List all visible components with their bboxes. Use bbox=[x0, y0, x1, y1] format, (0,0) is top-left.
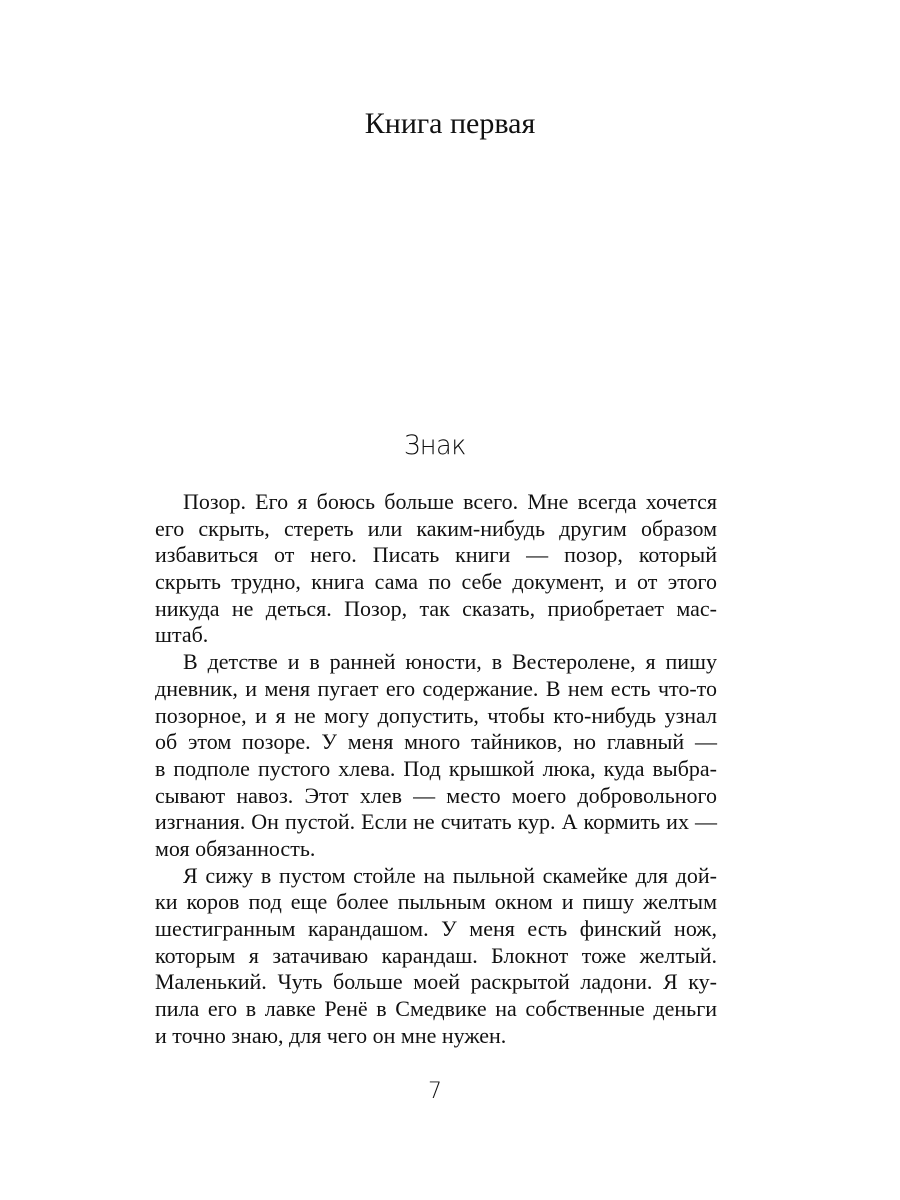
text-line: дневник, и меня пугает его содержание. В нем есть что-то bbox=[155, 675, 717, 701]
body-text bbox=[155, 489, 717, 1049]
text-line: сывают навоз. Этот хлев — место моего добровольного bbox=[155, 782, 717, 808]
text-line: его скрыть, стереть или каким-нибудь другим образом bbox=[155, 515, 717, 541]
text-line: В детстве и в ранней юности, в Вестеролене, я пишу bbox=[183, 649, 717, 675]
text-line: изгнания. Он пустой. Если не считать кур. А кормить их — bbox=[155, 809, 717, 835]
text-line: в подполе пустого хлева. Под крышкой люка, куда выбра- bbox=[155, 755, 717, 781]
text-line: шестигранным карандашом. У меня есть финский нож, bbox=[155, 916, 717, 941]
text-line: Я сижу в пустом стойле на пыльной скамейке для дой- bbox=[183, 862, 717, 888]
paragraph bbox=[155, 489, 717, 649]
text-line: Маленький. Чуть больше моей раскрытой ладони. Я ку- bbox=[155, 969, 717, 995]
text-line: Позор. Его я боюсь больше всего. Мне всегда хочется bbox=[183, 489, 717, 514]
text-line: и точно знаю, для чего он мне нужен. bbox=[155, 1022, 507, 1048]
text-line: ки коров под еще более пыльным окном и пишу желтым bbox=[155, 889, 717, 915]
text-line: позорное, и я не могу допустить, чтобы кто-нибудь узнал bbox=[155, 702, 717, 728]
book-title: Книга первая bbox=[364, 107, 536, 140]
text-line: избавиться от него. Писать книги — позор, который bbox=[155, 542, 717, 568]
text-line: пила его в лавке Ренё в Смедвике на собственные деньги bbox=[155, 996, 717, 1022]
text-line: моя обязанность. bbox=[155, 835, 316, 861]
paragraph bbox=[155, 863, 717, 1050]
text-line: никуда не деться. Позор, так сказать, приобретает мас- bbox=[155, 595, 717, 621]
text-line: штаб. bbox=[155, 622, 209, 648]
text-line: которым я затачиваю карандаш. Блокнот тоже желтый. bbox=[155, 942, 717, 968]
page-number: 7 bbox=[428, 1079, 442, 1104]
text-line: скрыть трудно, книга сама по себе документ, и от этого bbox=[155, 569, 717, 595]
paragraph bbox=[155, 649, 717, 863]
chapter-title: Знак bbox=[403, 430, 467, 461]
text-line: об этом позоре. У меня много тайников, но главный — bbox=[155, 729, 717, 755]
